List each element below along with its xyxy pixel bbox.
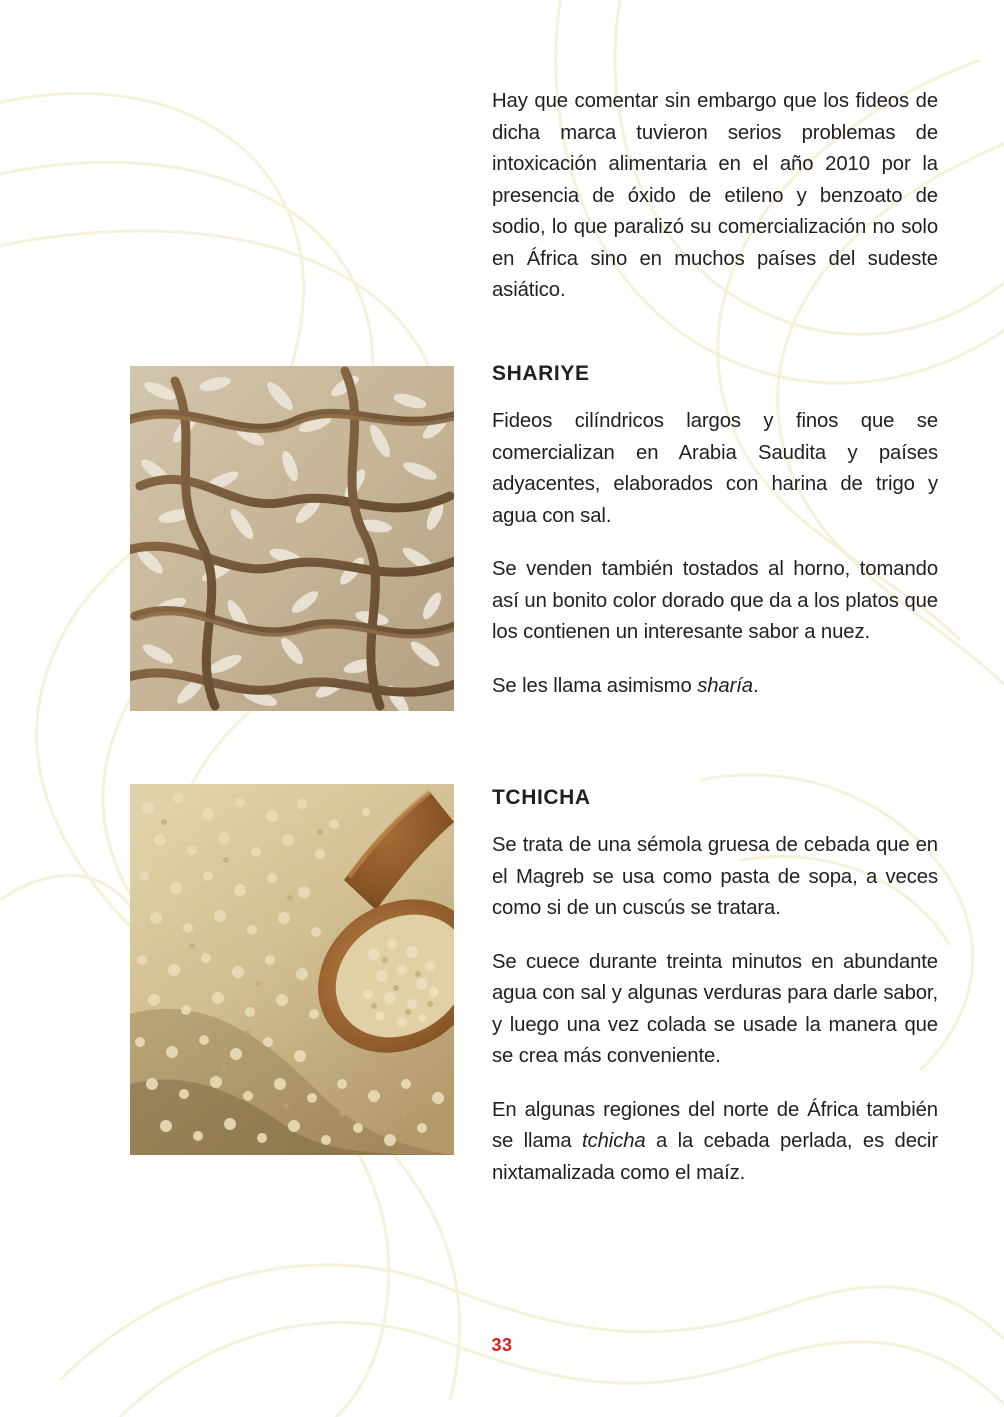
tchicha-paragraph-3: En algunas regiones del norte de África también se llama tchicha a la cebada perlada, es decir nixtamalizada como el maíz. [492, 1098, 938, 1184]
tchicha-italic-term: tchicha [582, 1130, 646, 1152]
intro-paragraph: Hay que comentar sin embargo que los fideos de dicha marca tuvieron serios problemas de intoxicación alimentaria en el año 2010 por la presencia de óxido de etileno y benzoato de sodio, lo que paralizó su comercialización no solo en África sino en muchos países del sudeste asiático. [492, 90, 938, 301]
page-number: 33 [491, 1335, 513, 1355]
shariye-paragraph-3: Se les llama asimismo sharía. [492, 674, 759, 697]
tchicha-section [492, 786, 938, 1189]
tchicha-paragraph-1: Se trata de una sémola gruesa de cebada que en el Magreb se usa como pasta de sopa, a veces como si de un cuscús se tratara. [492, 834, 938, 919]
intro-text-block [492, 86, 938, 307]
shariye-italic-term: sharía [697, 674, 753, 697]
tchicha-heading: TCHICHA [492, 786, 591, 809]
tchicha-photo [130, 784, 454, 1155]
shariye-section [492, 362, 938, 702]
shariye-photo [130, 366, 454, 711]
tchicha-paragraph-2: Se cuece durante treinta minutos en abundante agua con sal y algunas verduras para darle sabor, y luego una vez colada se usade la manera que se crea más conveniente. [492, 950, 938, 1067]
shariye-paragraph-1: Fideos cilíndricos largos y finos que se comercializan en Arabia Saudita y países adyacentes, elaborados con harina de trigo y agua con sal. [492, 410, 938, 527]
shariye-heading: SHARIYE [492, 362, 590, 385]
shariye-paragraph-2: Se venden también tostados al horno, tomando así un bonito color dorado que da a los platos que los contienen un interesante sabor a nuez. [492, 558, 938, 643]
